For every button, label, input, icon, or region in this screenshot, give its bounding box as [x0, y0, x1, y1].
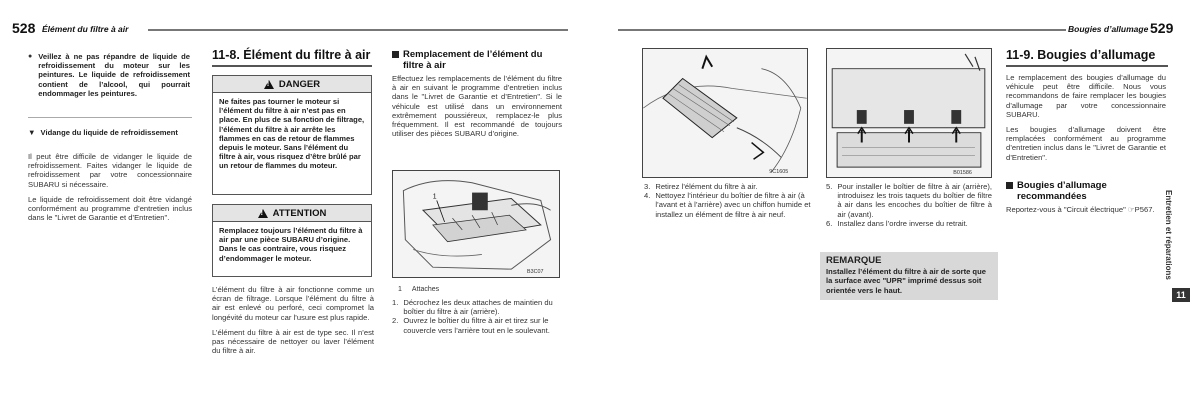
- figure-legend: [398, 285, 439, 294]
- coolant-bullet-warning: [28, 52, 190, 98]
- col6-text: [1006, 73, 1166, 168]
- spark-plugs-paragraph-1: Le remplacement des bougies d’allumage du véhicule peut être difficile. Nous vous recommandons de faire remplacer les bougies d’allumage par votre concessionnaire SUBARU.: [1006, 73, 1166, 119]
- danger-box-header: [213, 76, 371, 93]
- replacement-paragraph: Effectuez les remplacements de l’élément du filtre à air en suivant le programme d’entretien inclus dans le "Livret de Garantie et d’Entretien". Si le véhicule est utilisé dans un environnement extrêmement poussiéreux, remplacez-le plus fréquemment. Il est recommandé de toujours utiliser des pièces SUBARU d’origine.: [392, 74, 562, 139]
- danger-text: Ne faites pas tourner le moteur si l’élément du filtre à air n’est pas en place. En plus de sa fonction de filtrage, l’élément du filtre à air arrête les flammes en cas de retour de flammes depuis le moteur. Sans l’élément du filtre à air, vous risquez d’être brûlé par un retour de flammes du moteur.: [219, 97, 365, 171]
- step-item: 6. Installez dans l’ordre inverse du retrait.: [826, 218, 968, 228]
- remarque-box: [820, 252, 998, 300]
- coolant-drain-paragraph-1: Il peut être difficile de vidanger le liquide de refroidissement. Faites vidanger le liquide de refroidissement par votre concessionnaire SUBARU si nécessaire.: [28, 152, 192, 189]
- coolant-drain-paragraph-2: Le liquide de refroidissement doit être vidangé conformément au programme d’entretien inclus dans le "Livret de Garantie et d’Entretien".: [28, 194, 192, 223]
- left-page-number: 528: [12, 20, 36, 36]
- replacement-heading-text: Remplacement de l’élément du filtre à air: [403, 49, 543, 71]
- air-filter-paragraph-1: L’élément du filtre à air fonctionne comme un écran de filtrage. Lorsque l’élément du filtre à air est enlevé ou perforé, ceci compromet la longévité du moteur car l’usure est plus rapide.: [212, 285, 374, 322]
- steps-1-2: [392, 298, 560, 335]
- bullet-warning-text: Veillez à ne pas répandre de liquide de refroidissement du moteur sur les peintures. Le liquide de refroidissement contient de l’alcool, qui pourrait endommager les peintures.: [38, 52, 190, 98]
- triangle-down-icon: ▼: [28, 128, 36, 137]
- remarque-text: Installez l’élément du filtre à air de sorte que la surface avec "UPR" imprimé dessus soit orientée vers le haut.: [826, 267, 986, 295]
- section-title-underline: [1006, 65, 1168, 67]
- warning-triangle-icon: !: [258, 209, 268, 218]
- remarque-title: REMARQUE: [826, 255, 882, 266]
- right-header-rule: [618, 29, 1066, 31]
- left-header-rule: [148, 29, 568, 31]
- spark-plugs-paragraph-2: Les bougies d’allumage doivent être remplacées conformément au programme d’entretien inclus dans le "Livret de Garantie et d’Entretien".: [1006, 125, 1166, 162]
- figure-code: 9C1605: [769, 169, 789, 176]
- figure-callout-1: 1: [432, 193, 437, 201]
- recommended-plugs-heading: [1006, 180, 1166, 202]
- filter-removal-figure: [642, 48, 808, 178]
- steps-5-6: [826, 182, 992, 228]
- step-item: 5. Pour installer le boîtier de filtre à air (arrière), introduisez les trois taquets du boîtier de filtre à air dans les encoches du boîtier de filtre à air (avant).: [826, 182, 992, 219]
- attention-label: ATTENTION: [272, 207, 327, 219]
- right-page-title: Bougies d’allumage: [1068, 24, 1149, 34]
- attention-box: [212, 204, 372, 277]
- right-page-number: 529: [1150, 20, 1174, 36]
- air-filter-clips-figure: [392, 170, 560, 278]
- filter-install-figure: [826, 48, 992, 178]
- bullet-icon: ●: [28, 53, 33, 60]
- coolant-drain-subheading-text: Vidange du liquide de refroidissement: [40, 128, 178, 137]
- legend-text: Attaches: [411, 286, 440, 293]
- col2-text: [212, 285, 374, 361]
- attention-box-header: [213, 205, 371, 222]
- chapter-number-tab: 11: [1172, 288, 1190, 302]
- legend-number: 1: [398, 286, 402, 293]
- replacement-heading: [392, 49, 562, 71]
- circuit-reference: Reportez-vous à "Circuit électrique" ☞P567.: [1006, 205, 1155, 214]
- filter-install-drawing: [827, 49, 991, 177]
- danger-box: [212, 75, 372, 195]
- danger-label: DANGER: [278, 78, 321, 90]
- section-title-underline: [212, 65, 372, 67]
- filter-removal-drawing: [643, 49, 807, 177]
- attention-text: Remplacez toujours l’élément du filtre à air par une pièce SUBARU d’origine. Dans le cas contraire, vous risquez d’endommager le moteur.: [219, 226, 363, 263]
- warning-triangle-icon: !: [264, 80, 274, 89]
- step-item: 1. Décrochez les deux attaches de maintien du boîtier du filtre à air (arrière).: [392, 298, 553, 317]
- step-item: 2. Ouvrez le boîtier du filtre à air et tirez sur le couvercle vers l’arrière tout en le soulevant.: [392, 316, 550, 335]
- col1-divider: [28, 117, 192, 118]
- step-item: 4. Nettoyez l’intérieur du boîtier de filtre à air (à l’avant et à l’arrière) avec un chiffon humide et installez un élément de filtre à air neuf.: [644, 191, 811, 219]
- steps-3-4: [644, 182, 812, 219]
- figure-code: B01586: [953, 170, 972, 177]
- col1-text: [28, 152, 192, 228]
- section-title-air-filter: 11-8. Élément du filtre à air: [212, 48, 371, 62]
- left-page-title: Élément du filtre à air: [42, 24, 129, 34]
- square-bullet-icon: [392, 51, 399, 58]
- recommended-plugs-heading-text: Bougies d’allumage recommandées: [1017, 180, 1107, 202]
- chapter-side-title: Entretien et réparations: [1164, 190, 1173, 280]
- figure-code: B3C07: [527, 269, 544, 276]
- engine-bay-drawing: [393, 171, 559, 277]
- section-title-spark-plugs: 11-9. Bougies d’allumage: [1006, 48, 1156, 62]
- coolant-drain-subheading: [28, 128, 192, 137]
- air-filter-paragraph-2: L’élément du filtre à air est de type sec. Il n’est pas nécessaire de nettoyer ou laver l’élément du filtre à air.: [212, 327, 374, 356]
- square-bullet-icon: [1006, 182, 1013, 189]
- step-item: 3. Retirez l’élément du filtre à air.: [644, 182, 758, 191]
